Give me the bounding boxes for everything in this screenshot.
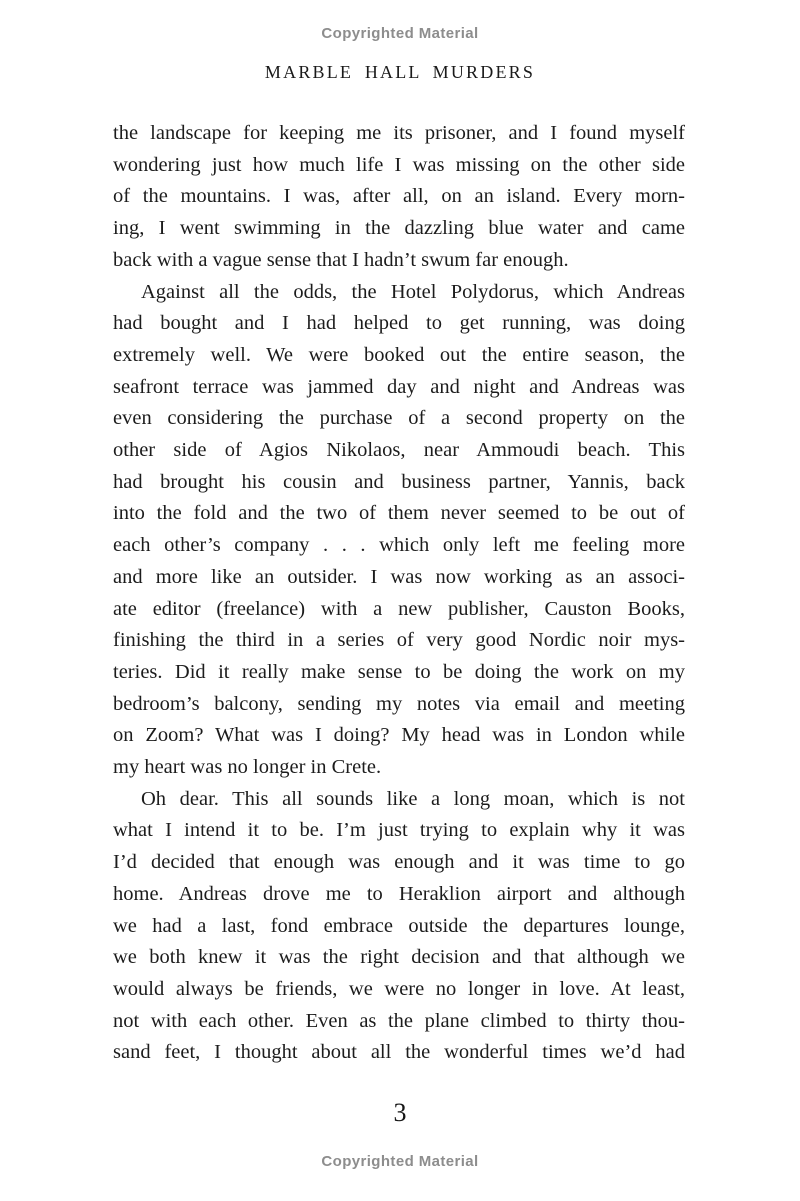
text-line: the landscape for keeping me its prisoner, and I found myself	[113, 122, 685, 144]
text-line: we had a last, fond embrace outside the departures lounge,	[113, 914, 685, 937]
text-line: even considering the purchase of a second property on the	[113, 407, 685, 430]
text-line: each other’s company . . . which only left me feeling more	[113, 534, 685, 557]
running-header-title: MARBLE HALL MURDERS	[264, 62, 536, 82]
text-line: had brought his cousin and business partner, Yannis, back	[113, 470, 685, 493]
text-line: and more like an outsider. I was now working as an associ-	[113, 565, 685, 588]
text-line: on Zoom? What was I doing? My head was in London while	[113, 724, 685, 747]
text-line: my heart was no longer in Crete.	[113, 756, 382, 779]
text-line: ate editor (freelance) with a new publisher, Causton Books,	[113, 597, 685, 620]
text-line: home. Andreas drove me to Heraklion airport and although	[113, 882, 685, 905]
text-line: Against all the odds, the Hotel Polydorus, which Andreas	[141, 280, 685, 303]
text-line: sand feet, I thought about all the wonderful times we’d had	[113, 1041, 685, 1064]
text-line: of the mountains. I was, after all, on an island. Every morn-	[113, 185, 685, 208]
text-line: not with each other. Even as the plane climbed to thirty thou-	[113, 1009, 685, 1032]
text-line: wondering just how much life I was missing on the other side	[113, 153, 685, 176]
text-line: ing, I went swimming in the dazzling blue water and came	[113, 217, 685, 240]
text-line: finishing the third in a series of very good Nordic noir mys-	[113, 629, 685, 652]
text-line: extremely well. We were booked out the entire season, the	[113, 343, 685, 366]
text-line: would always be friends, we were no longer in love. At least,	[113, 977, 685, 1000]
text-line: seafront terrace was jammed day and night and Andreas was	[113, 375, 685, 398]
page-number: 3	[393, 1098, 407, 1127]
copyright-notice-top: Copyrighted Material	[321, 25, 479, 42]
text-line: back with a vague sense that I hadn’t swum far enough.	[113, 248, 569, 271]
text-line: other side of Agios Nikolaos, near Ammoudi beach. This	[113, 439, 685, 462]
copyright-notice-bottom: Copyrighted Material	[321, 1153, 479, 1170]
text-line: into the fold and the two of them never seemed to be out of	[113, 502, 685, 525]
page-body-text	[113, 118, 685, 1069]
text-line: I’d decided that enough was enough and it was time to go	[113, 851, 685, 874]
text-line: bedroom’s balcony, sending my notes via email and meeting	[113, 692, 685, 715]
text-line: what I intend it to be. I’m just trying to explain why it was	[113, 819, 685, 842]
text-line: Oh dear. This all sounds like a long moan, which is not	[141, 787, 685, 810]
text-line: we both knew it was the right decision and that although we	[113, 946, 685, 969]
text-line: teries. Did it really make sense to be doing the work on my	[113, 660, 685, 683]
text-line: had bought and I had helped to get running, was doing	[113, 312, 685, 335]
